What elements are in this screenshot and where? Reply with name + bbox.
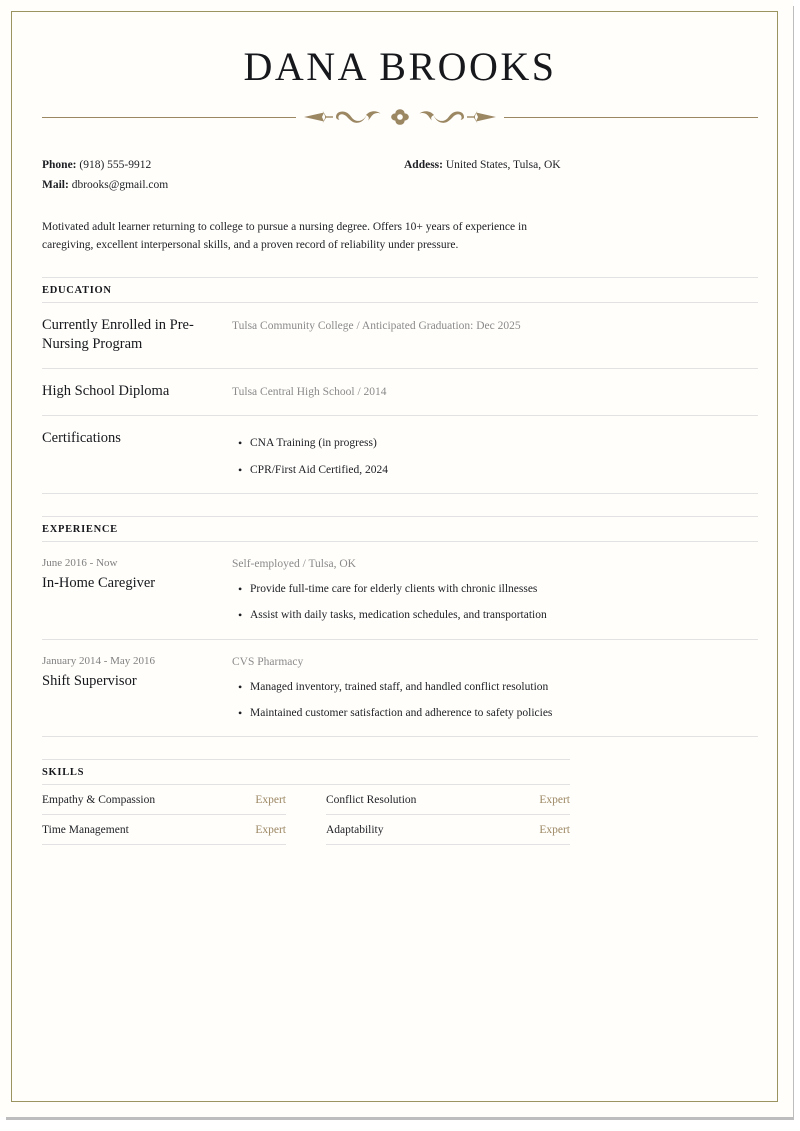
resume-content [42, 30, 758, 845]
skills-column-right [326, 785, 570, 845]
experience-entry [42, 542, 758, 640]
contact-address [404, 156, 758, 176]
certifications-list [232, 435, 758, 479]
skill-name: Time Management [42, 824, 129, 837]
contact-phone [42, 156, 404, 176]
contact-mail-value: dbrooks@gmail.com [71, 178, 169, 191]
skills-column-left [42, 785, 286, 845]
list-item: • Maintained customer satisfaction and adherence to safety policies [250, 705, 758, 722]
experience-entry [42, 640, 758, 738]
experience-entry-right [232, 555, 758, 625]
experience-entry-org: Self-employed / Tulsa, OK [232, 557, 356, 570]
skill-name: Adaptability [326, 824, 384, 837]
education-entry-right [232, 316, 758, 354]
education-entry-left [42, 316, 232, 354]
list-item: • Managed inventory, trained staff, and handled conflict resolution [250, 679, 758, 696]
list-item: • CPR/First Aid Certified, 2024 [250, 462, 758, 479]
skills-grid [42, 785, 570, 845]
skill-row [326, 815, 570, 845]
contact-phone-value: (918) 555-9912 [79, 159, 152, 171]
section-heading-education: EDUCATION [42, 277, 758, 303]
experience-entry-date: January 2014 - May 2016 [42, 654, 156, 667]
education-entry-org: Tulsa Community College / Anticipated Graduation: Dec 2025 [232, 319, 521, 332]
skill-level: Expert [255, 824, 286, 837]
skill-level: Expert [539, 794, 570, 807]
section-heading-skills: SKILLS [42, 759, 570, 785]
contact-address-label: Addess: [404, 159, 443, 171]
contact-mail [42, 176, 404, 196]
skill-name: Conflict Resolution [326, 794, 417, 807]
education-entry-left [42, 429, 232, 479]
education-entry-right [232, 429, 758, 479]
experience-entry-title: In-Home Caregiver [42, 575, 156, 592]
education-entry-title: Currently Enrolled in Pre-Nursing Program [42, 316, 194, 352]
skill-row [42, 785, 286, 815]
list-item: • Assist with daily tasks, medication schedules, and transportation [250, 607, 758, 624]
education-entry-org: Tulsa Central High School / 2014 [232, 386, 387, 399]
experience-entry-title: Shift Supervisor [42, 673, 137, 690]
contact-mail-label: Mail: [42, 178, 69, 191]
skill-row [326, 785, 570, 815]
education-entry-title: High School Diploma [42, 383, 170, 400]
experience-entry-org: CVS Pharmacy [232, 655, 304, 668]
section-heading-experience: EXPERIENCE [42, 516, 758, 542]
skill-level: Expert [255, 794, 286, 807]
skill-row [42, 815, 286, 845]
header-divider [42, 104, 758, 130]
summary-paragraph: Motivated adult learner returning to college to pursue a nursing degree. Offers 10+ years of experience in caregiving, excellent interpersonal skills, and a proven record of reliability under pressure. [42, 220, 527, 252]
skill-level: Expert [539, 824, 570, 837]
experience-entry-right [232, 653, 758, 723]
list-item: • Provide full-time care for elderly clients with chronic illnesses [250, 581, 758, 598]
contact-column-left [42, 156, 404, 196]
section-education [42, 277, 758, 494]
experience-entry-left [42, 555, 232, 625]
education-entry-left [42, 382, 232, 401]
section-skills [42, 759, 758, 845]
experience-bullet-list [232, 679, 758, 723]
education-entry-right [232, 382, 758, 401]
section-experience [42, 516, 758, 738]
skill-name: Empathy & Compassion [42, 794, 156, 807]
contact-address-value: United States, Tulsa, OK [445, 159, 561, 171]
contact-column-right [404, 156, 758, 196]
divider-ornament-icon [296, 106, 504, 128]
education-entry [42, 369, 758, 416]
contact-phone-label: Phone: [42, 159, 77, 171]
education-entry [42, 303, 758, 369]
experience-bullet-list [232, 581, 758, 625]
education-entry-title: Certifications [42, 430, 121, 447]
experience-entry-date: June 2016 - Now [42, 556, 118, 569]
page-title: DANA BROOKS [243, 44, 557, 89]
education-entry [42, 416, 758, 494]
list-item: • CNA Training (in progress) [250, 435, 758, 452]
experience-entry-left [42, 653, 232, 723]
contact-block [42, 156, 758, 196]
